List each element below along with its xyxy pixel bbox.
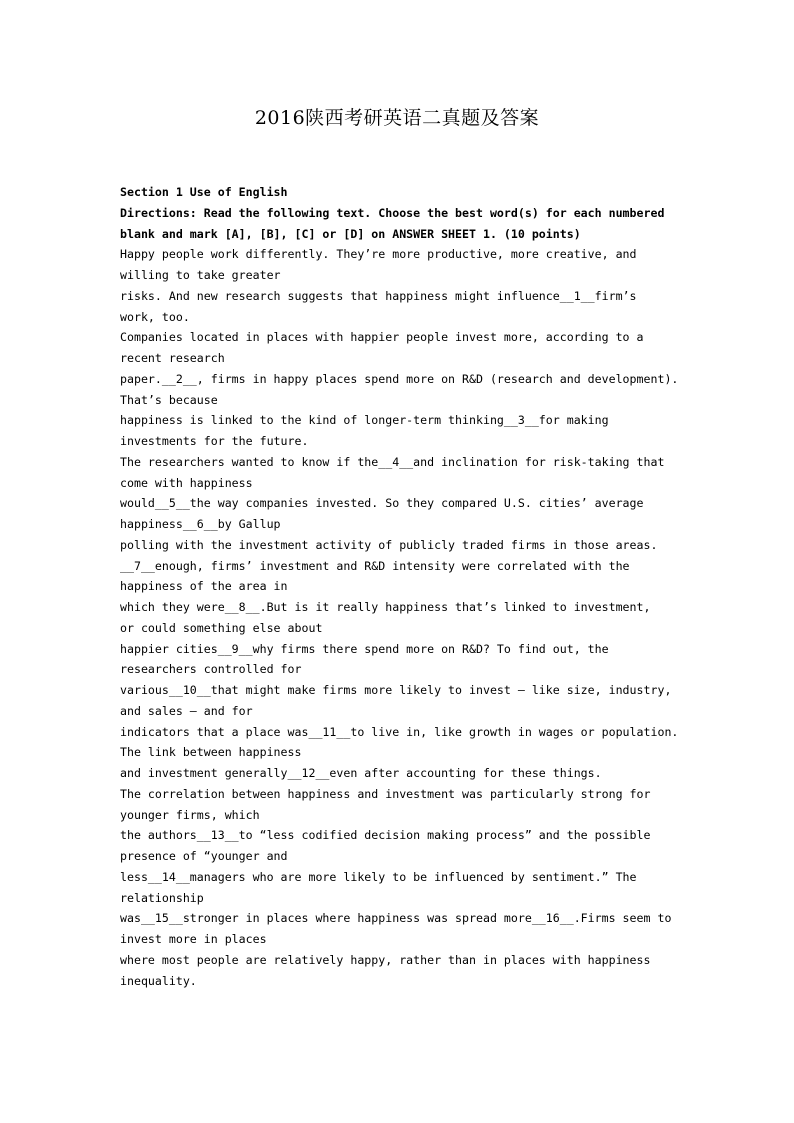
passage-line: indicators that a place was__11__to live in, like growth in wages or population. [120,724,679,739]
passage-line: happiness is linked to the kind of longer-term thinking__3__for making [120,413,609,428]
document-title: 2016陕西考研英语二真题及答案 [254,107,540,129]
passage-line: presence of “younger and [120,849,288,863]
passage-line: recent research [120,351,225,365]
passage-line: polling with the investment activity of publicly traded firms in those areas. [120,537,658,552]
passage-line: younger firms, which [120,807,260,822]
passage-line: the authors__13__to “less codified decision making process” and the possible [120,828,651,843]
passage-line: and investment generally__12__even after accounting for these things. [120,766,602,780]
passage-line: __7__enough, firms’ investment and R&D intensity were correlated with the [120,558,630,573]
passage-text [120,244,690,991]
passage-line: happier cities__9__why firms there spend more on R&D? To find out, the [120,641,609,656]
passage-line: inequality. [120,973,197,988]
passage-line: researchers controlled for [120,662,302,677]
passage-line: willing to take greater [120,268,281,282]
passage-line: which they were__8__.But is it really happiness that’s linked to investment, [120,600,651,614]
passage-line: That’s because [120,392,218,407]
passage-line: work, too. [120,309,190,324]
passage-line: less__14__managers who are more likely to be influenced by sentiment.” The [120,869,637,884]
passage-line: various__10__that might make firms more likely to invest – like size, industry, [120,683,672,697]
passage-line: risks. And new research suggests that happiness might influence__1__firm’s [120,288,637,303]
passage-line: Companies located in places with happier people invest more, according to a [120,330,644,345]
directions [120,203,690,245]
passage-line: The link between happiness [120,745,302,760]
directions-line: blank and mark [A], [B], [C] or [D] on ANSWER SHEET 1. (10 points) [120,226,581,241]
document-content [120,182,690,991]
directions-line: Directions: Read the following text. Choose the best word(s) for each numbered [120,205,665,220]
passage-line: or could something else about [120,620,323,635]
passage-line: and sales – and for [120,703,253,718]
passage-line: invest more in places [120,932,267,946]
passage-line: The researchers wanted to know if the__4__and inclination for risk-taking that [120,454,665,469]
passage-line: where most people are relatively happy, rather than in places with happiness [120,952,651,967]
passage-line: relationship [120,890,204,905]
passage-line: was__15__stronger in places where happiness was spread more__16__.Firms seem to [120,911,672,926]
passage-line: come with happiness [120,475,253,490]
passage-line: happiness of the area in [120,579,288,594]
passage-line: investments for the future. [120,434,309,448]
passage-line: paper.__2__, firms in happy places spend more on R&D (research and development). [120,371,679,386]
passage-line: Happy people work differently. They’re more productive, more creative, and [120,247,637,262]
passage-line: happiness__6__by Gallup [120,517,281,531]
section-heading: Section 1 Use of English [120,185,288,199]
passage-line: would__5__the way companies invested. So they compared U.S. cities’ average [120,496,644,511]
passage-line: The correlation between happiness and investment was particularly strong for [120,786,651,801]
